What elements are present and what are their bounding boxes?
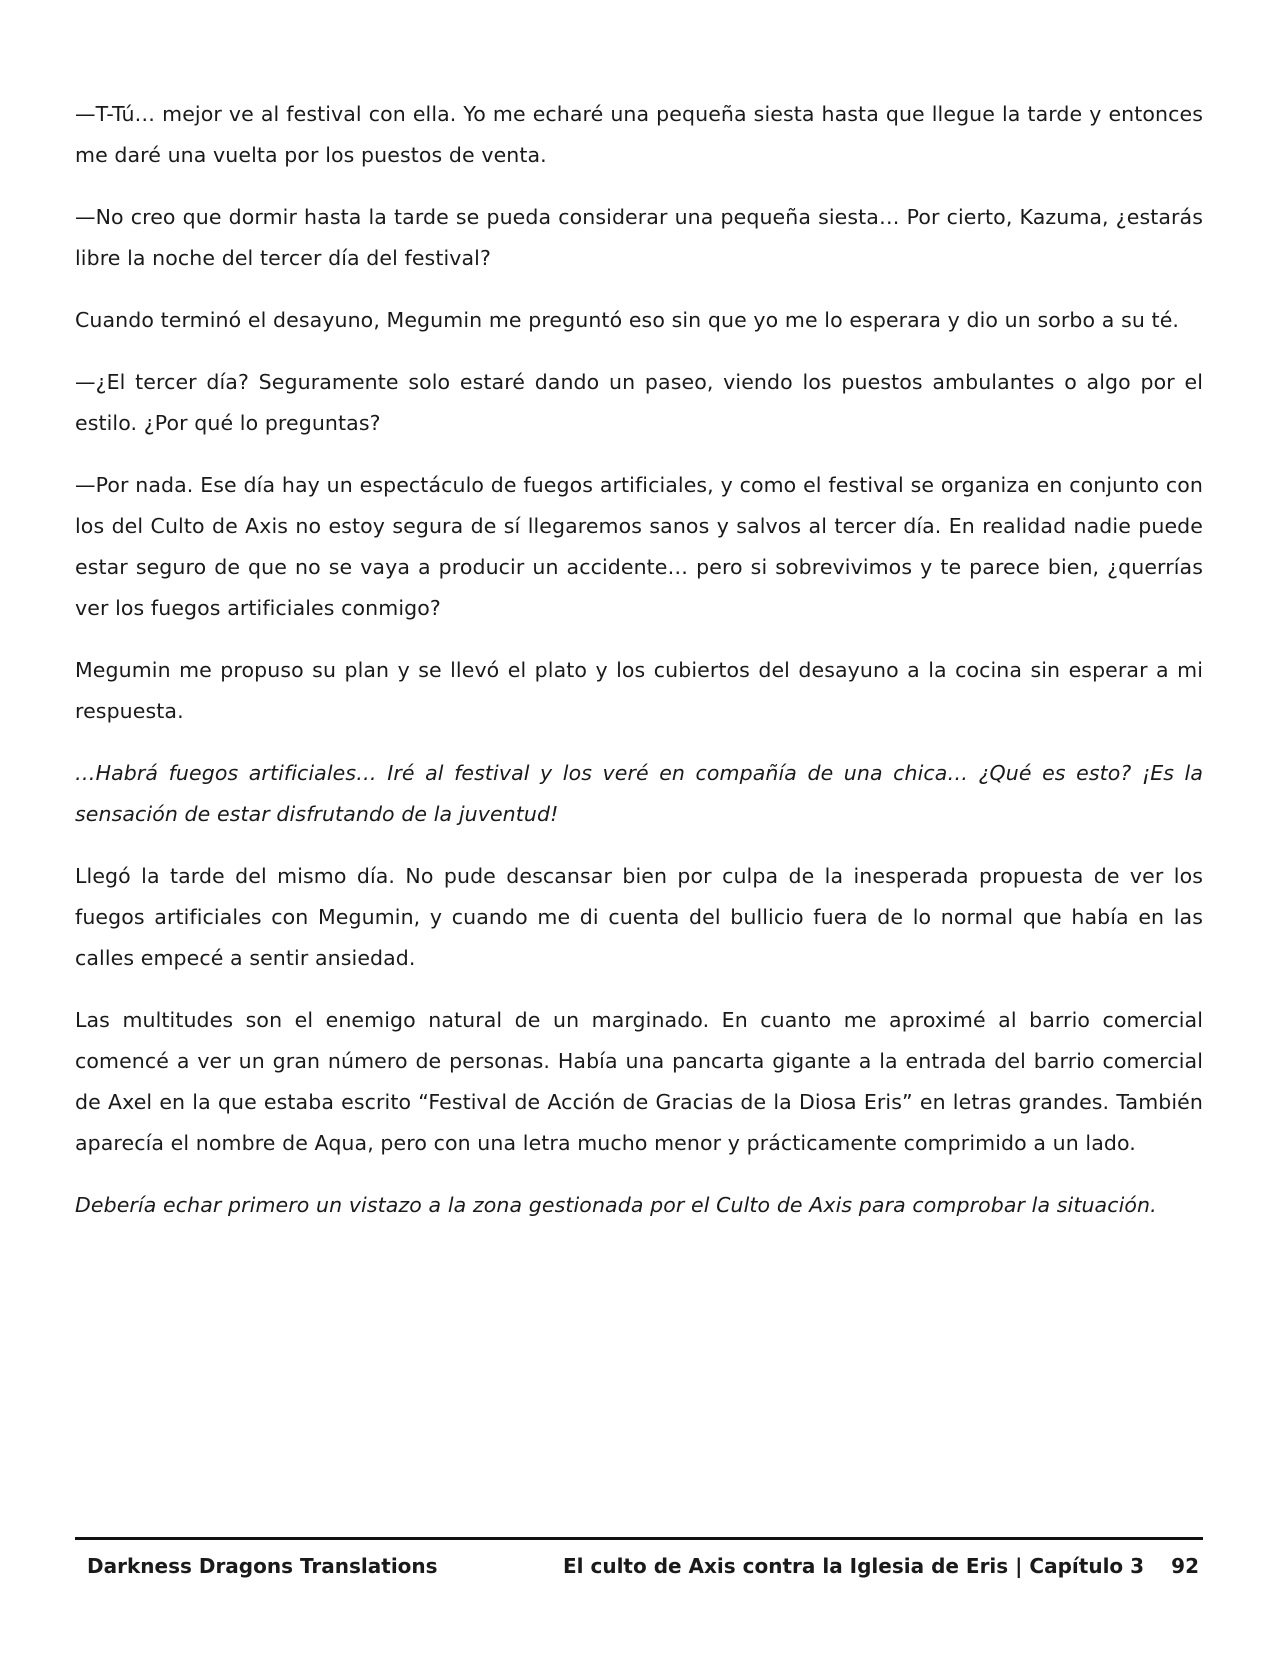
paragraph-7-thought: …Habrá fuegos artificiales… Iré al festival y los veré en compañía de una chica… ¿Qué es esto? ¡Es la sensación de estar disfrutando de la juventud! <box>75 761 1203 826</box>
paragraph-2: —No creo que dormir hasta la tarde se pueda considerar una pequeña siesta… Por cierto, Kazuma, ¿estarás libre la noche del tercer día del festival? <box>75 205 1203 270</box>
paragraph-3: Cuando terminó el desayuno, Megumin me preguntó eso sin que yo me lo esperara y dio un sorbo a su té. <box>75 308 1180 332</box>
page-footer <box>75 1537 1203 1590</box>
paragraph-8: Llegó la tarde del mismo día. No pude descansar bien por culpa de la inesperada propuesta de ver los fuegos artificiales con Megumin, y cuando me di cuenta del bullicio fuera de lo normal que había en las calles empecé a sentir ansiedad. <box>75 864 1203 970</box>
footer-chapter-title: El culto de Axis contra la Iglesia de Eris | Capítulo 3 <box>563 1554 1145 1578</box>
page-number: 92 <box>1171 1554 1199 1578</box>
paragraph-5: —Por nada. Ese día hay un espectáculo de fuegos artificiales, y como el festival se organiza en conjunto con los del Culto de Axis no estoy segura de sí llegaremos sanos y salvos al tercer día. En realidad nadie puede estar seguro de que no se vaya a producir un accidente… pero si sobrevivimos y te parece bien, ¿querrías ver los fuegos artificiales conmigo? <box>75 473 1203 620</box>
paragraph-4: —¿El tercer día? Seguramente solo estaré dando un paseo, viendo los puestos ambulantes o algo por el estilo. ¿Por qué lo preguntas? <box>75 370 1203 435</box>
paragraph-9: Las multitudes son el enemigo natural de un marginado. En cuanto me aproximé al barrio comercial comencé a ver un gran número de personas. Había una pancarta gigante a la entrada del barrio comercial de Axel en la que estaba escrito “Festival de Acción de Gracias de la Diosa Eris” en letras grandes. También aparecía el nombre de Aqua, pero con una letra mucho menor y prácticamente comprimido a un lado. <box>75 1008 1203 1155</box>
footer-translator: Darkness Dragons Translations <box>87 1554 438 1578</box>
page-body <box>75 94 1203 1247</box>
paragraph-6: Megumin me propuso su plan y se llevó el plato y los cubiertos del desayuno a la cocina sin esperar a mi respuesta. <box>75 658 1203 723</box>
paragraph-10-thought: Debería echar primero un vistazo a la zona gestionada por el Culto de Axis para comprobar la situación. <box>75 1193 1157 1217</box>
paragraph-1: —T-Tú… mejor ve al festival con ella. Yo me echaré una pequeña siesta hasta que llegue la tarde y entonces me daré una vuelta por los puestos de venta. <box>75 102 1203 167</box>
